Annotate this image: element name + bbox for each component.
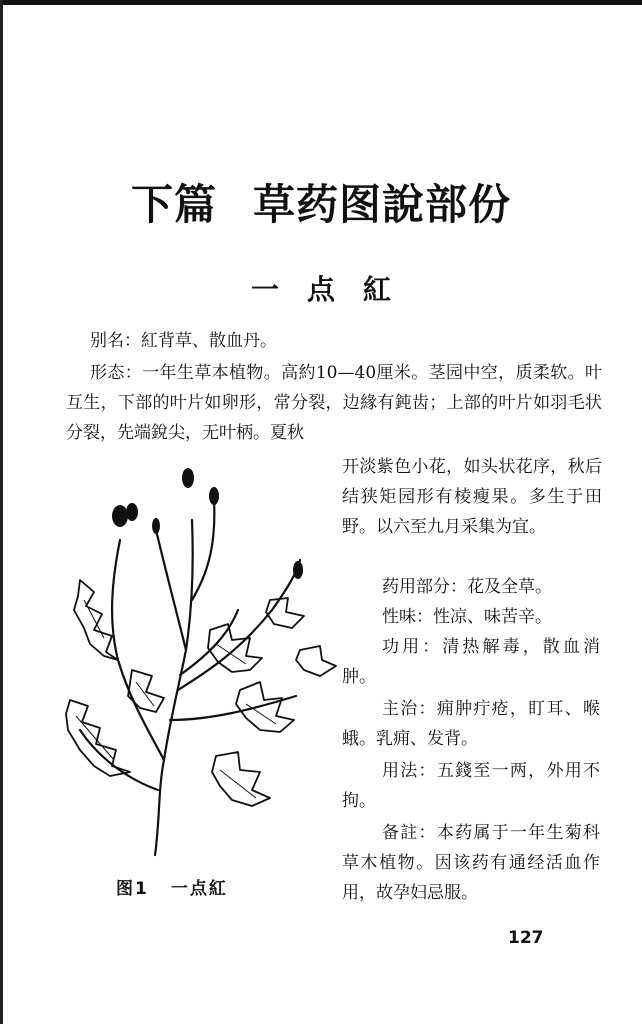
plant-illustration	[60, 460, 340, 870]
morphology-continued-paragraph: 开淡紫色小花，如头状花序，秋后结狭矩园形有棱瘦果。多生于田野。以六至九月采集为宜。	[342, 457, 602, 537]
page-number: 127	[508, 928, 544, 948]
indications-paragraph: 主治：痈肿疔疮，盯耳、喉蛾。乳痈、发背。	[342, 699, 600, 749]
section-title	[0, 172, 642, 232]
figure-label: 图1	[116, 879, 149, 899]
left-border-rule	[0, 0, 3, 1024]
usage-paragraph: 用法：五錢至一两，外用不拘。	[342, 761, 600, 811]
medicinal-part-paragraph: 药用部分：花及全草。	[382, 577, 552, 597]
remarks-paragraph: 备註：本药属于一年生菊科草木植物。因该药有通经活血作用，故孕妇忌服。	[342, 823, 600, 903]
figure-caption	[116, 874, 296, 899]
alias-paragraph: 别名：紅背草、散血丹。	[90, 331, 277, 351]
figure-name: 一点紅	[170, 879, 228, 899]
entry-title: 一点紅	[250, 273, 419, 306]
section-title-part2: 草药图說部份	[253, 180, 512, 229]
function-paragraph: 功用：清热解毒，散血消肿。	[342, 637, 600, 687]
morphology-paragraph: 形态：一年生草本植物。高約10—40厘米。茎园中空，质柔软。叶互生，下部的叶片如卵形，常分裂，边緣有鈍齿；上部的叶片如羽毛状分裂，先端銳尖，无叶柄。夏秋	[66, 363, 602, 443]
top-border-rule	[0, 0, 642, 5]
nature-taste-paragraph: 性味：性凉、味苦辛。	[382, 607, 552, 627]
section-title-part1: 下篇	[130, 180, 217, 229]
